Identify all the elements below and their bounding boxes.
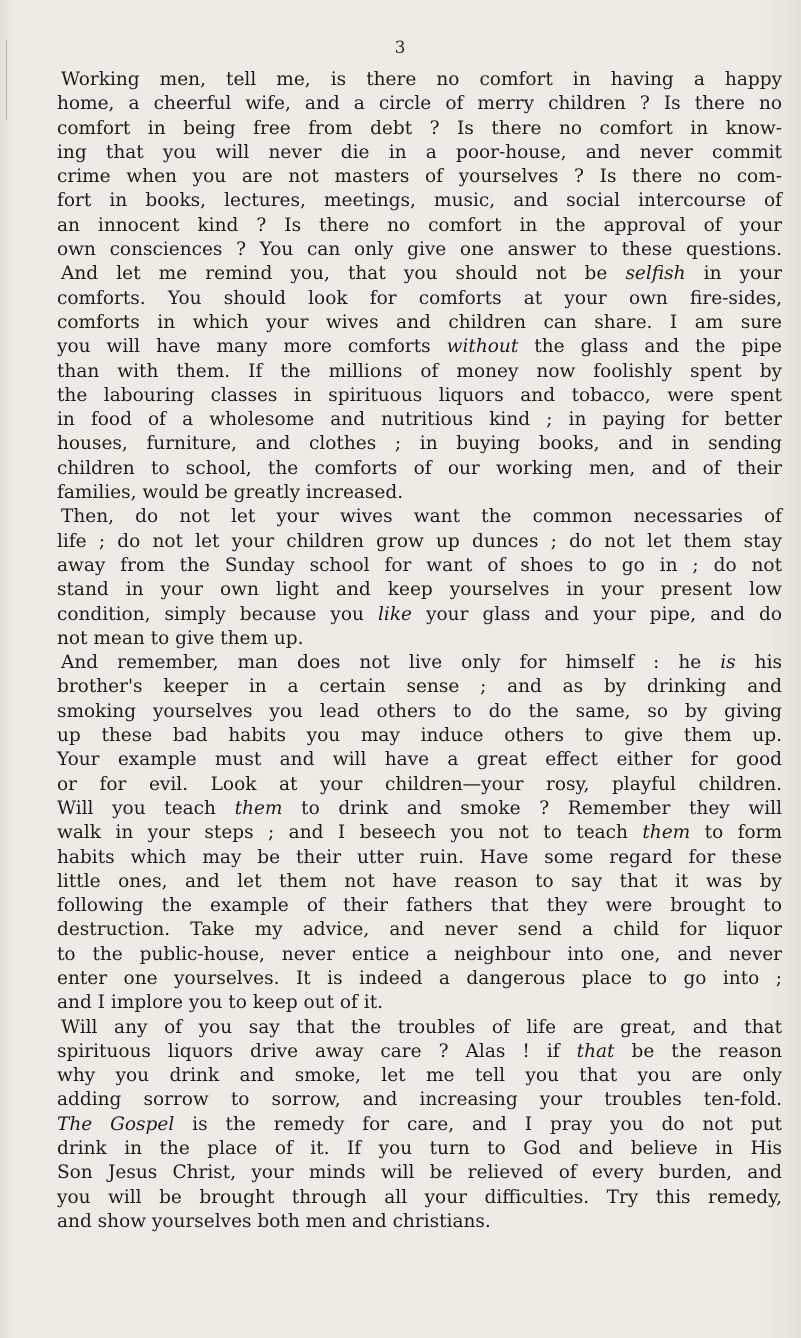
text-line (57, 360, 782, 384)
text-segment: an innocent kind ? Is there no comfort in the approval of your (57, 214, 782, 236)
text-line (57, 554, 782, 578)
text-line (57, 530, 782, 554)
text-segment: Then, do not let your wives want the common necessaries of (61, 506, 782, 528)
text-segment: destruction. Take my advice, and never send a child for liquor (57, 919, 782, 941)
text-line (57, 117, 782, 141)
text-line (57, 918, 782, 942)
text-line (57, 287, 782, 311)
text-segment: little ones, and let them not have reason to say that it was by (57, 870, 782, 892)
text-line (57, 870, 782, 894)
italic-text: them (642, 822, 691, 844)
italic-text: is (720, 652, 736, 674)
text-line (57, 651, 782, 675)
text-segment: smoking yourselves you lead others to do the same, so by giving (57, 700, 782, 722)
text-segment: than with them. If the millions of money now foolishly spent by (57, 360, 782, 382)
text-line (57, 214, 782, 238)
text-line (57, 1088, 782, 1112)
text-line (57, 384, 782, 408)
italic-text: without (446, 336, 519, 358)
text-line (57, 967, 782, 991)
text-line (57, 797, 782, 821)
text-segment: in your (685, 263, 782, 285)
text-segment: brother's keeper in a certain sense ; and as by drinking and (57, 676, 782, 698)
text-segment: up these bad habits you may induce others to give them up. (57, 725, 782, 747)
text-segment: ing that you will never die in a poor-house, and never commit (57, 141, 782, 163)
text-line (57, 311, 782, 335)
text-segment: Will any of you say that the troubles of life are great, and that (61, 1016, 782, 1038)
text-line (57, 505, 782, 529)
text-segment: you will be brought through all your difficulties. Try this remedy, (57, 1186, 782, 1208)
italic-text: like (377, 603, 412, 625)
text-segment: houses, furniture, and clothes ; in buying books, and in sending (57, 433, 782, 455)
text-line (57, 675, 782, 699)
text-segment: is the remedy for care, and I pray you do not put (174, 1113, 782, 1135)
text-line (57, 68, 782, 92)
text-segment: in food of a wholesome and nutritious kind ; in paying for better (57, 409, 782, 431)
text-line (57, 894, 782, 918)
text-segment: habits which may be their utter ruin. Have some regard for these (57, 846, 782, 868)
text-line (57, 724, 782, 748)
text-line (57, 578, 782, 602)
text-segment: crime when you are not masters of yourselves ? Is there no com- (57, 166, 782, 188)
text-line (57, 1210, 782, 1234)
text-line (57, 92, 782, 116)
text-segment: or for evil. Look at your children—your rosy, playful children. (57, 773, 782, 795)
text-line (57, 335, 782, 359)
text-segment: his (735, 652, 782, 674)
text-segment: to the public-house, never entice a neighbour into one, and never (57, 943, 782, 965)
text-line (57, 189, 782, 213)
text-segment: enter one yourselves. It is indeed a dangerous place to go into ; (57, 967, 782, 989)
text-line (57, 408, 782, 432)
italic-text: selfish (625, 263, 686, 285)
text-segment: And let me remind you, that you should not be (61, 263, 626, 285)
text-segment: to form (690, 822, 782, 844)
text-segment: the labouring classes in spirituous liquors and tobacco, were spent (57, 384, 782, 406)
text-line (57, 603, 782, 627)
italic-text: them (234, 797, 283, 819)
text-segment: Son Jesus Christ, your minds will be relieved of every burden, and (57, 1162, 782, 1184)
text-segment: away from the Sunday school for want of shoes to go in ; do not (57, 554, 782, 576)
text-segment: why you drink and smoke, let me tell you that you are only (57, 1065, 782, 1087)
text-line (57, 821, 782, 845)
text-segment: the glass and the pipe (518, 336, 782, 358)
text-segment: adding sorrow to sorrow, and increasing your troubles ten-fold. (57, 1089, 782, 1111)
text-line (57, 432, 782, 456)
text-segment: walk in your steps ; and I beseech you not to teach (57, 822, 643, 844)
text-segment: not mean to give them up. (57, 627, 304, 649)
text-line (57, 1016, 782, 1040)
text-segment: home, a cheerful wife, and a circle of merry children ? Is there no (57, 93, 782, 115)
text-line (57, 1064, 782, 1088)
text-segment: following the example of their fathers that they were brought to (57, 895, 782, 917)
text-line (57, 773, 782, 797)
text-line (57, 700, 782, 724)
text-line (57, 1161, 782, 1185)
text-segment: to drink and smoke ? Remember they will (282, 797, 782, 819)
text-segment: stand in your own light and keep yourselves in your present low (57, 579, 782, 601)
text-line (57, 457, 782, 481)
text-line (57, 846, 782, 870)
text-line (57, 1040, 782, 1064)
text-segment: drink in the place of it. If you turn to God and believe in His (57, 1138, 782, 1160)
text-line (57, 165, 782, 189)
text-line (57, 262, 782, 286)
page-number: 3 (394, 38, 407, 58)
text-segment: and I implore you to keep out of it. (57, 992, 384, 1014)
text-segment: be the reason (614, 1040, 782, 1062)
text-segment: spirituous liquors drive away care ? Alas ! if (57, 1040, 577, 1062)
text-segment: Will you teach (57, 797, 235, 819)
text-segment: Your example must and will have a great effect either for good (57, 749, 782, 771)
text-line (57, 943, 782, 967)
text-line (57, 627, 782, 651)
text-segment: Working men, tell me, is there no comfort in having a happy (61, 69, 782, 90)
text-line (57, 481, 782, 505)
text-segment: life ; do not let your children grow up dunces ; do not let them stay (57, 530, 782, 552)
text-segment: comforts in which your wives and children can share. I am sure (57, 311, 782, 333)
text-line (57, 748, 782, 772)
text-segment: condition, simply because you (57, 603, 378, 625)
text-segment: own consciences ? You can only give one answer to these questions. (57, 239, 782, 261)
text-segment: comforts. You should look for comforts at your own fire-sides, (57, 287, 782, 309)
text-segment: you will have many more comforts (57, 336, 447, 358)
text-line (57, 141, 782, 165)
text-line (57, 1186, 782, 1210)
text-segment: fort in books, lectures, meetings, music, and social intercourse of (57, 190, 782, 212)
text-segment: And remember, man does not live only for himself : he (61, 652, 721, 674)
text-line (57, 991, 782, 1015)
text-segment: children to school, the comforts of our working men, and of their (57, 457, 782, 479)
text-segment: families, would be greatly increased. (57, 482, 404, 504)
text-line (57, 238, 782, 262)
italic-text: The Gospel (57, 1113, 175, 1135)
text-line (57, 1137, 782, 1161)
body-text (57, 68, 782, 1234)
text-line (57, 1113, 782, 1137)
text-segment: comfort in being free from debt ? Is there no comfort in know- (57, 117, 782, 139)
text-segment: your glass and your pipe, and do (411, 603, 782, 625)
text-segment: and show yourselves both men and christians. (57, 1210, 491, 1232)
italic-text: that (576, 1040, 615, 1062)
